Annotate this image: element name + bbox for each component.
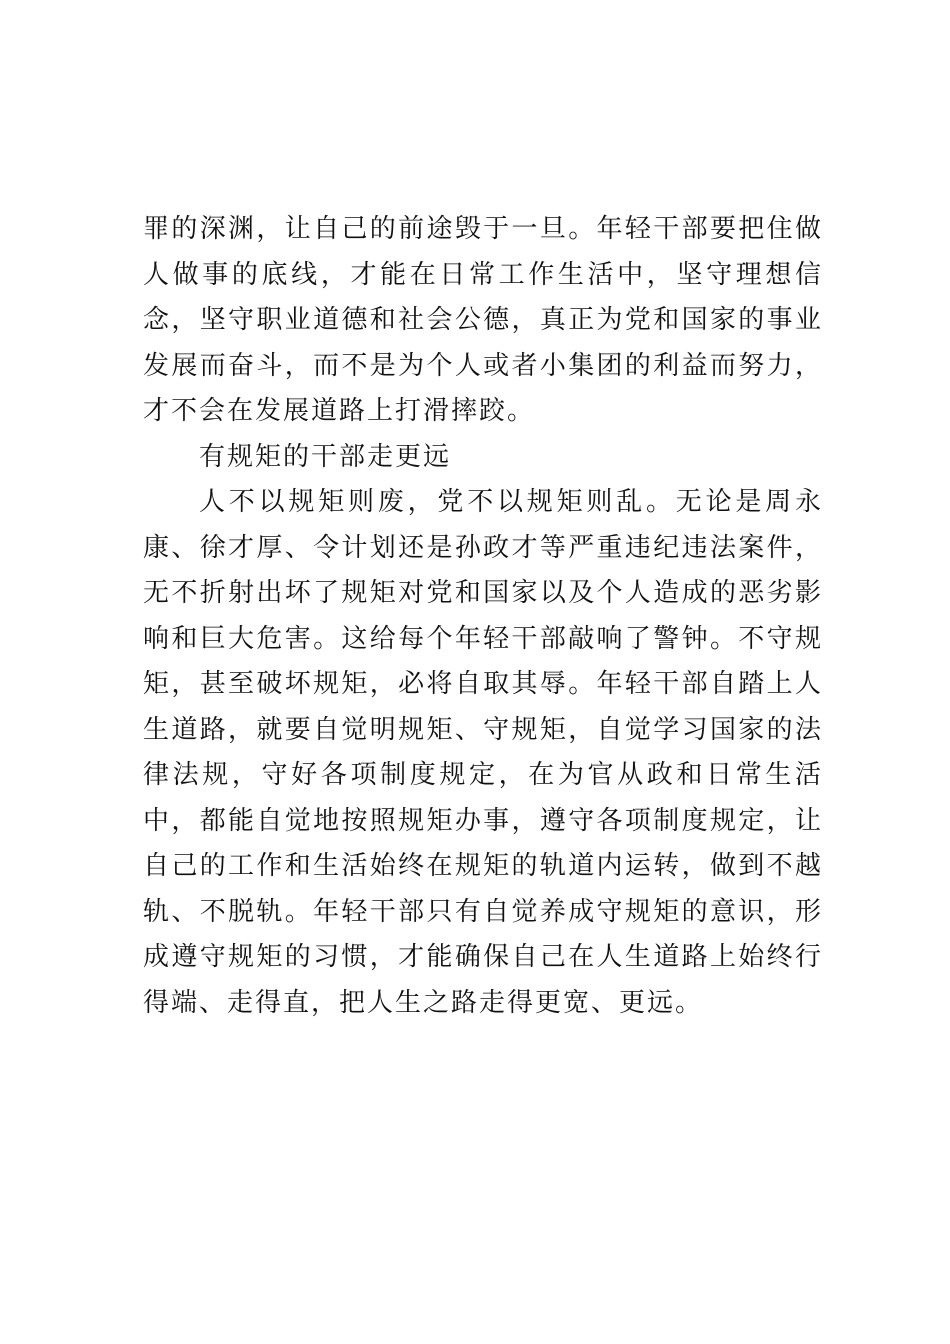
paragraph-body: 人不以规矩则废，党不以规矩则乱。无论是周永康、徐才厚、令计划还是孙政才等严重违纪违法案件，无不折射出坏了规矩对党和国家以及个人造成的恶劣影响和巨大危害。这给每个年轻干部敲响了警钟。不守规矩，甚至破坏规矩，必将自取其辱。年轻干部自踏上人生道路，就要自觉明规矩、守规矩，自觉学习国家的法律法规，守好各项制度规定，在为官从政和日常生活中，都能自觉地按照规矩办事，遵守各项制度规定，让自己的工作和生活始终在规矩的轨道内运转，做到不越轨、不脱轨。年轻干部只有自觉养成守规矩的意识，形成遵守规矩的习惯，才能确保自己在人生道路上始终行得端、走得直，把人生之路走得更宽、更远。 bbox=[143, 487, 823, 1018]
paragraph-continued: 罪的深渊，让自己的前途毁于一旦。年轻干部要把住做人做事的底线，才能在日常工作生活中，坚守理想信念，坚守职业道德和社会公德，真正为党和国家的事业发展而奋斗，而不是为个人或者小集团的利益而努力，才不会在发展道路上打滑摔跤。 bbox=[143, 214, 823, 426]
section-heading: 有规矩的干部走更远 bbox=[199, 441, 452, 472]
document-body bbox=[143, 207, 823, 1026]
